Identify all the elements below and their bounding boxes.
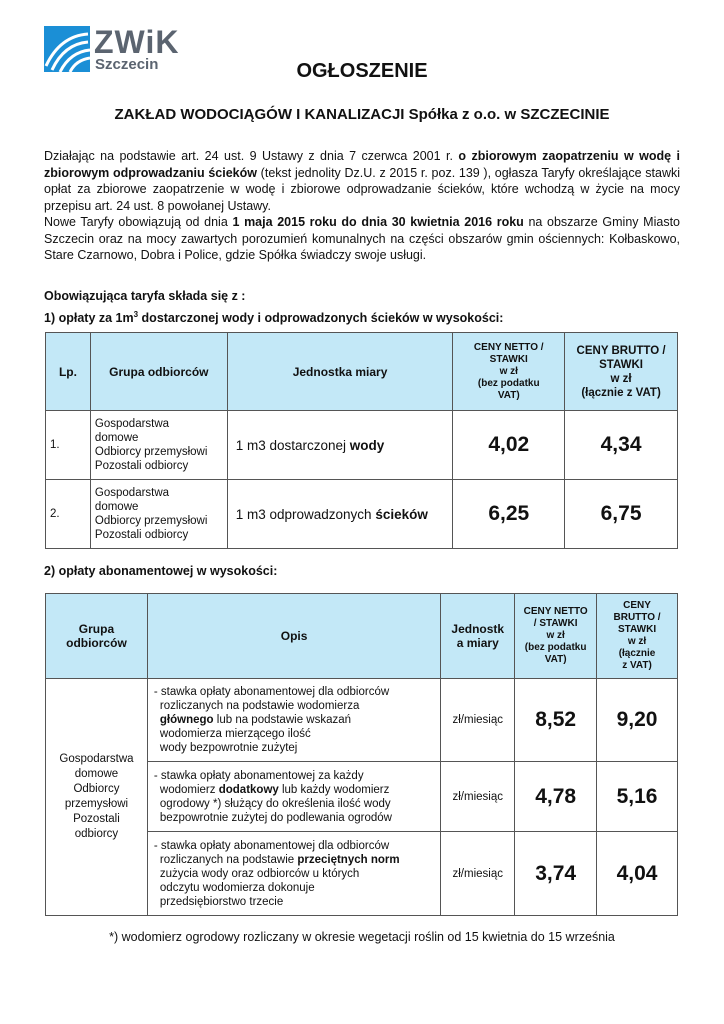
intro-paragraph-2 xyxy=(44,214,680,264)
table2-header-net-line: CENY NETTO xyxy=(523,606,588,617)
desc-text: wody bezpowrotnie zużytej xyxy=(159,742,298,754)
table2-group-cell xyxy=(46,679,148,916)
table2-header-group-line: odbiorców xyxy=(66,636,127,650)
table1-header-net-line: (bez podatku xyxy=(477,377,540,389)
page-title: OGŁOSZENIE xyxy=(296,60,428,82)
intro-p2-part-a: Nowe Taryfy obowiązują od dnia xyxy=(44,215,233,229)
tariff-table-2 xyxy=(45,593,678,916)
table2-header-desc: Opis xyxy=(147,594,440,679)
desc-text: - stawka opłaty abonamentowej za każdy xyxy=(153,769,364,782)
group-line: Pozostali odbiorcy xyxy=(94,529,189,541)
intro-p1-bold: o zbiorowym zaopatrzeniu w wodę i zbiorowym odprowadzaniu ścieków xyxy=(44,149,680,180)
table2-header-net-line: / STAWKI xyxy=(533,618,578,629)
unit-bold: ścieków xyxy=(375,506,428,522)
table2-header-net-line: w zł xyxy=(546,630,565,641)
desc-bold: głównego xyxy=(159,714,214,726)
section1-heading-a: 1) opłaty za 1m xyxy=(44,311,134,326)
table1-header-unit: Jednostka miary xyxy=(227,333,453,411)
table2-gross-price: 4,04 xyxy=(597,832,678,916)
table1-header-net-line: STAWKI xyxy=(489,353,528,365)
unit-bold: wody xyxy=(349,437,385,453)
desc-line xyxy=(154,867,436,881)
desc-line xyxy=(154,741,436,755)
group-line: domowe xyxy=(94,432,139,444)
table1-header-gross-line: STAWKI xyxy=(599,358,643,371)
table2-header-gross-line: w zł xyxy=(627,636,647,647)
footnote: *) wodomierz ogrodowy rozliczany w okresie wegetacji roślin od 15 kwietnia do 15 września xyxy=(109,930,615,944)
table2-header-unit-line: a miary xyxy=(456,636,499,650)
table1-gross-price: 6,75 xyxy=(565,480,678,549)
intro-paragraph-1 xyxy=(44,148,680,214)
table1-header-gross xyxy=(565,333,678,411)
table2-header-group-line: Grupa xyxy=(78,622,115,636)
table2-net-price: 4,78 xyxy=(515,762,597,832)
desc-text: wodomierz xyxy=(159,783,219,796)
group-line: Odbiorcy przemysłowi xyxy=(94,446,208,458)
table1-header-group: Grupa odbiorców xyxy=(90,333,227,411)
desc-line xyxy=(154,699,436,713)
table1-header-gross-line: (łącznie z VAT) xyxy=(581,386,661,399)
intro-p1-part-a: Działając na podstawie art. 24 ust. 9 Ustawy z dnia 7 czerwca 2001 r. xyxy=(44,149,459,163)
desc-line xyxy=(154,783,436,797)
desc-line xyxy=(154,713,436,727)
desc-bold: przeciętnych norm xyxy=(297,853,400,866)
table2-header-net-line: (bez podatku xyxy=(524,642,587,653)
table2-header-net-line: VAT) xyxy=(544,654,567,665)
desc-line xyxy=(154,727,436,741)
table2-description xyxy=(147,762,440,832)
intro-text xyxy=(44,148,680,264)
table1-lp: 2. xyxy=(46,480,91,549)
desc-text: lub na podstawie wskazań xyxy=(213,714,352,726)
group-line: domowe xyxy=(94,501,139,513)
table1-groups xyxy=(90,480,227,549)
table2-header-gross-line: z VAT) xyxy=(622,660,652,671)
desc-line xyxy=(154,839,436,853)
desc-text: wodomierza mierzącego ilość xyxy=(159,728,311,740)
table2-gross-price: 5,16 xyxy=(597,762,678,832)
desc-line xyxy=(154,895,436,909)
tariff-intro-heading: Obowiązująca taryfa składa się z : xyxy=(44,289,246,303)
desc-text: odczytu wodomierza dokonuje xyxy=(159,881,315,894)
group-line: Gospodarstwa xyxy=(94,418,170,430)
table2-unit: zł/miesiąc xyxy=(441,762,515,832)
desc-text: rozliczanych na podstawie wodomierza xyxy=(159,700,360,712)
desc-text: lub każdy wodomierz xyxy=(278,783,390,796)
intro-p1-part-c: (tekst jednolity Dz.U. z 2015 r. poz. 139 ), ogłasza Taryfy określające stawki opłat za zbiorowe zaopatrzenie w wodę i zbiorowe odprowadzanie ścieków, które wchodzą w życie na mocy przepisu art. 24 ust. 8 powołanej Ustawy. xyxy=(44,165,681,213)
table2-header-gross-line: (łącznie xyxy=(618,648,656,659)
desc-text: rozliczanych na podstawie xyxy=(159,853,298,866)
table1-header-gross-line: CENY BRUTTO / xyxy=(576,344,666,357)
group-line: Pozostali odbiorcy xyxy=(94,460,189,472)
unit-text: 1 m3 odprowadzonych xyxy=(235,506,376,522)
logo-city: Szczecin xyxy=(95,56,159,73)
table1-lp: 1. xyxy=(46,411,91,480)
logo-name: ZWiK xyxy=(94,24,180,60)
table2-header-gross-line: BRUTTO / xyxy=(613,612,661,623)
group-line: Pozostali xyxy=(73,813,120,825)
desc-text: - stawka opłaty abonamentowej dla odbiorców xyxy=(153,839,390,852)
group-line: Odbiorcy przemysłowi xyxy=(94,515,208,527)
table1-unit xyxy=(227,480,453,549)
table2-header-gross-line: STAWKI xyxy=(617,624,657,635)
table1-unit xyxy=(227,411,453,480)
desc-line xyxy=(154,769,436,783)
table-row xyxy=(46,480,678,549)
table1-header-row xyxy=(46,333,678,411)
table2-unit: zł/miesiąc xyxy=(441,832,515,916)
desc-line xyxy=(154,797,436,811)
desc-line xyxy=(154,685,436,699)
group-line: domowe xyxy=(74,768,119,780)
tariff-table-1 xyxy=(45,332,678,549)
group-line: przemysłowi xyxy=(64,798,129,810)
table1-header-net-line: w zł xyxy=(499,365,518,377)
table1-header-net-line: CENY NETTO / xyxy=(473,341,544,353)
intro-p2-bold: 1 maja 2015 roku do dnia 30 kwietnia 2016 roku xyxy=(232,215,524,229)
table-row xyxy=(46,679,678,762)
table2-description xyxy=(147,832,440,916)
table1-net-price: 6,25 xyxy=(453,480,565,549)
table2-description xyxy=(147,679,440,762)
section1-heading-b: dostarczonej wody i odprowadzonych ścieków w wysokości: xyxy=(138,311,504,326)
intro-p2-part-c: na obszarze Gminy Miasto Szczecin oraz na mocy zawartych porozumień komunalnych na części obszarów gmin ościennych: Kołbaskowo, Stare Czarnowo, Dobra i Police, gdzie Spółka świadczy swoje usługi. xyxy=(44,215,681,262)
group-line: Gospodarstwa xyxy=(94,487,170,499)
table2-header-net xyxy=(515,594,597,679)
table2-unit: zł/miesiąc xyxy=(441,679,515,762)
section1-heading xyxy=(44,310,503,325)
group-line: Odbiorcy xyxy=(73,783,120,795)
desc-bold: dodatkowy xyxy=(218,783,279,796)
desc-text: bezpowrotnie zużytej do podlewania ogrodów xyxy=(159,811,392,824)
table2-header-group xyxy=(46,594,148,679)
unit-text: 1 m3 dostarczonej xyxy=(235,437,350,453)
table2-header-unit xyxy=(441,594,515,679)
table1-header-net-line: VAT) xyxy=(497,389,520,401)
desc-line xyxy=(154,853,436,867)
table-row xyxy=(46,411,678,480)
table2-net-price: 3,74 xyxy=(515,832,597,916)
table2-header-gross xyxy=(597,594,678,679)
desc-text: zużycia wody oraz odbiorców u których xyxy=(159,867,360,880)
table1-gross-price: 4,34 xyxy=(565,411,678,480)
table2-header-gross-line: CENY xyxy=(623,600,651,611)
table2-net-price: 8,52 xyxy=(515,679,597,762)
desc-line xyxy=(154,811,436,825)
table1-groups xyxy=(90,411,227,480)
section2-heading: 2) opłaty abonamentowej w wysokości: xyxy=(44,564,278,578)
desc-text: ogrodowy *) służący do określenia ilość wody xyxy=(159,797,391,810)
table2-header-row xyxy=(46,594,678,679)
table2-gross-price: 9,20 xyxy=(597,679,678,762)
desc-line xyxy=(154,881,436,895)
desc-text: - stawka opłaty abonamentowej dla odbiorców xyxy=(153,686,390,698)
table1-header-net xyxy=(453,333,565,411)
desc-text: przedsiębiorstwo trzecie xyxy=(159,895,284,908)
table1-net-price: 4,02 xyxy=(453,411,565,480)
group-line: Gospodarstwa xyxy=(59,753,134,765)
table1-header-lp: Lp. xyxy=(46,333,91,411)
page-subtitle: ZAKŁAD WODOCIĄGÓW I KANALIZACJI Spółka z o.o. w SZCZECINIE xyxy=(114,106,610,123)
table1-header-gross-line: w zł xyxy=(610,372,632,385)
table2-header-unit-line: Jednostk xyxy=(451,622,505,636)
section1-heading-sup: 3 xyxy=(133,310,139,319)
group-line: odbiorcy xyxy=(74,828,119,840)
